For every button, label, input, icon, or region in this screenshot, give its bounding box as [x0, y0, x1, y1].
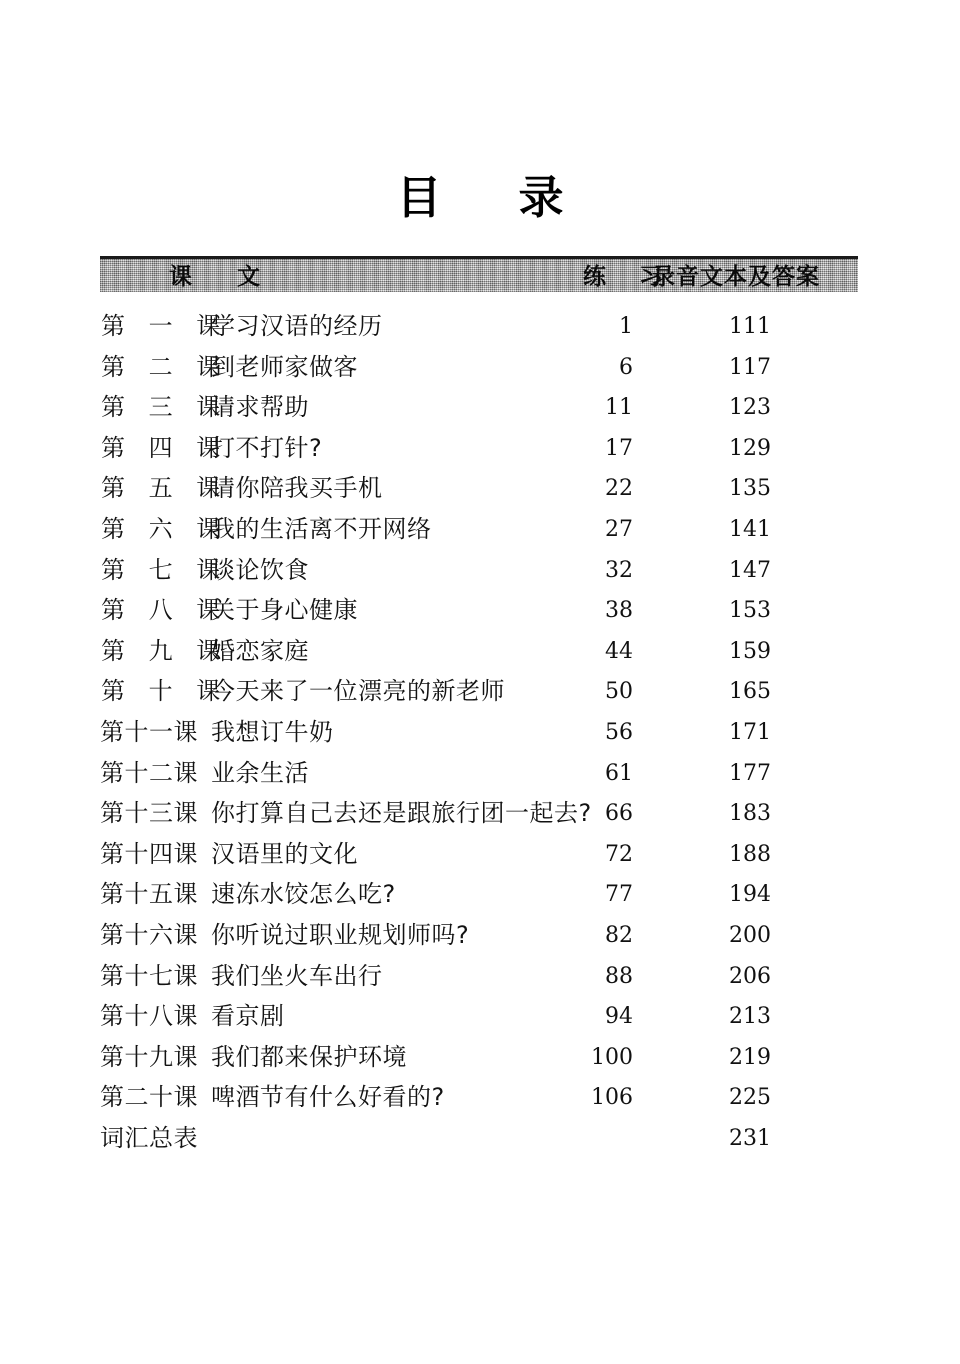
toc-entry-list — [0, 311, 960, 1163]
lesson-title: 啤酒节有什么好看的? — [211, 1083, 445, 1112]
audio-transcript-page-number: 147 — [729, 557, 771, 583]
lesson-title: 看京剧 — [211, 1002, 285, 1031]
lesson-title: 今天来了一位漂亮的新老师 — [211, 677, 505, 706]
exercise-page-number: 88 — [605, 963, 633, 989]
exercise-page-number: 17 — [605, 435, 633, 461]
lesson-title: 打不打针? — [211, 433, 323, 462]
audio-transcript-page-number: 159 — [729, 638, 771, 664]
lesson-number: 第 九 课 — [101, 636, 229, 665]
audio-transcript-page-number: 117 — [729, 354, 771, 380]
toc-entry-row[interactable] — [0, 839, 960, 880]
audio-transcript-page-number: 231 — [729, 1125, 771, 1151]
audio-transcript-page-number: 177 — [729, 760, 771, 786]
page-title: 目 录 — [396, 171, 580, 224]
lesson-number: 第十三课 — [100, 799, 198, 828]
toc-entry-row[interactable] — [0, 352, 960, 393]
audio-transcript-page-number: 183 — [729, 801, 771, 827]
audio-transcript-page-number: 165 — [729, 679, 771, 705]
toc-entry-row[interactable] — [0, 676, 960, 717]
lesson-title: 关于身心健康 — [211, 596, 358, 625]
audio-transcript-page-number: 153 — [729, 598, 771, 624]
exercise-page-number: 11 — [605, 395, 633, 421]
toc-index-row[interactable] — [0, 1123, 960, 1164]
lesson-title: 我们都来保护环境 — [211, 1042, 407, 1071]
toc-entry-row[interactable] — [0, 555, 960, 596]
lesson-number: 第十六课 — [100, 920, 198, 949]
lesson-title: 汉语里的文化 — [211, 839, 358, 868]
lesson-number: 第十八课 — [100, 1002, 198, 1031]
lesson-title: 婚恋家庭 — [211, 636, 309, 665]
lesson-number: 第 三 课 — [101, 393, 229, 422]
audio-transcript-page-number: 200 — [729, 922, 771, 948]
toc-entry-row[interactable] — [0, 717, 960, 758]
audio-transcript-page-number: 129 — [729, 435, 771, 461]
lesson-number: 第 八 课 — [101, 596, 229, 625]
audio-transcript-page-number: 123 — [729, 395, 771, 421]
toc-entry-row[interactable] — [0, 758, 960, 799]
lesson-title: 你打算自己去还是跟旅行团一起去? — [211, 799, 592, 828]
audio-transcript-page-number: 225 — [729, 1085, 771, 1111]
exercise-page-number: 22 — [605, 476, 633, 502]
column-header-audio-transcript: 录音文本及答案 — [652, 263, 820, 290]
exercise-page-number: 27 — [605, 516, 633, 542]
toc-entry-row[interactable] — [0, 879, 960, 920]
toc-entry-row[interactable] — [0, 961, 960, 1002]
lesson-title: 我们坐火车出行 — [211, 961, 383, 990]
lesson-number: 第二十课 — [100, 1083, 198, 1112]
exercise-page-number: 50 — [605, 679, 633, 705]
lesson-number: 第 七 课 — [101, 555, 229, 584]
lesson-title: 谈论饮食 — [211, 555, 309, 584]
exercise-page-number: 77 — [605, 882, 633, 908]
toc-entry-row[interactable] — [0, 514, 960, 555]
audio-transcript-page-number: 141 — [729, 516, 771, 542]
exercise-page-number: 72 — [605, 841, 633, 867]
lesson-number: 第 四 课 — [101, 433, 229, 462]
audio-transcript-page-number: 135 — [729, 476, 771, 502]
exercise-page-number: 94 — [605, 1004, 633, 1030]
lesson-number: 第 二 课 — [101, 352, 229, 381]
exercise-page-number: 56 — [605, 719, 633, 745]
audio-transcript-page-number: 213 — [729, 1004, 771, 1030]
lesson-number: 第 一 课 — [101, 312, 229, 340]
toc-entry-row[interactable] — [0, 473, 960, 514]
lesson-number: 第 十 课 — [101, 677, 229, 706]
lesson-number: 第十五课 — [100, 880, 198, 909]
exercise-page-number: 1 — [619, 314, 633, 339]
toc-entry-row[interactable] — [0, 636, 960, 677]
exercise-page-number: 38 — [605, 598, 633, 624]
toc-entry-row[interactable] — [0, 433, 960, 474]
exercise-page-number: 100 — [591, 1044, 633, 1070]
toc-entry-row[interactable] — [0, 1001, 960, 1042]
exercise-page-number: 106 — [591, 1085, 633, 1111]
audio-transcript-page-number: 188 — [729, 841, 771, 867]
toc-entry-row[interactable] — [0, 595, 960, 636]
exercise-page-number: 82 — [605, 922, 633, 948]
toc-entry-row[interactable] — [0, 311, 960, 352]
toc-entry-row[interactable] — [0, 392, 960, 433]
lesson-title: 我的生活离不开网络 — [211, 514, 432, 543]
exercise-page-number: 61 — [605, 760, 633, 786]
lesson-title: 到老师家做客 — [211, 352, 358, 381]
lesson-title: 你听说过职业规划师吗? — [211, 920, 470, 949]
toc-entry-row[interactable] — [0, 1082, 960, 1123]
audio-transcript-page-number: 194 — [729, 882, 771, 908]
exercise-page-number: 6 — [619, 354, 633, 380]
audio-transcript-page-number: 206 — [729, 963, 771, 989]
lesson-number: 第 六 课 — [101, 514, 229, 543]
lesson-number: 第十一课 — [100, 717, 198, 746]
lesson-title: 学习汉语的经历 — [211, 312, 383, 340]
exercise-page-number: 66 — [605, 801, 633, 827]
lesson-title: 请你陪我买手机 — [211, 474, 383, 503]
lesson-number: 第十二课 — [100, 758, 198, 787]
toc-entry-row[interactable] — [0, 920, 960, 961]
toc-entry-row[interactable] — [0, 798, 960, 839]
lesson-number: 第十七课 — [100, 961, 198, 990]
column-header-lesson: 课 文 — [169, 263, 271, 290]
lesson-number: 第十九课 — [100, 1042, 198, 1071]
audio-transcript-page-number: 111 — [729, 314, 771, 339]
lesson-number: 词汇总表 — [100, 1123, 198, 1152]
toc-entry-row[interactable] — [0, 1042, 960, 1083]
audio-transcript-page-number: 219 — [729, 1044, 771, 1070]
lesson-title: 我想订牛奶 — [211, 717, 334, 746]
lesson-title: 请求帮助 — [211, 393, 309, 422]
lesson-title: 业余生活 — [211, 758, 309, 787]
exercise-page-number: 32 — [605, 557, 633, 583]
toc-column-header — [100, 256, 858, 292]
audio-transcript-page-number: 171 — [729, 719, 771, 745]
column-header-exercise: 练 习 — [583, 263, 667, 290]
exercise-page-number: 44 — [605, 638, 633, 664]
lesson-number: 第十四课 — [100, 839, 198, 868]
lesson-title: 速冻水饺怎么吃? — [211, 880, 396, 909]
lesson-number: 第 五 课 — [101, 474, 229, 503]
